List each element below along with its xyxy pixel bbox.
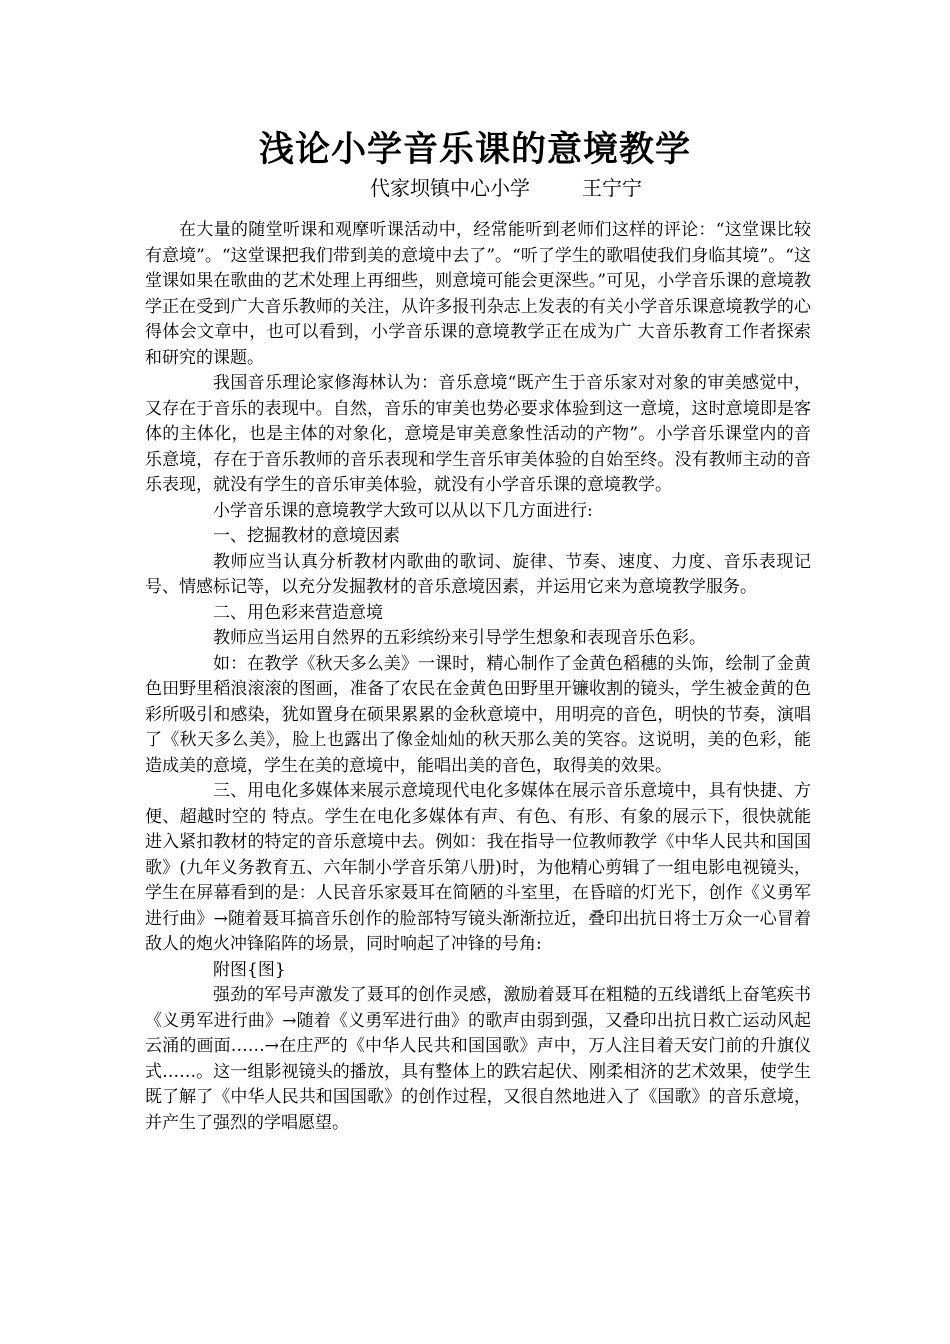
figure-placeholder: 附图{图} <box>213 959 286 980</box>
byline <box>370 174 642 202</box>
section-heading: 一、挖掘教材的意境因素 <box>213 526 400 546</box>
author-name: 王宁宁 <box>582 176 642 200</box>
paragraph: 教师应当运用自然界的五彩缤纷来引导学生想象和表现音乐色彩。 <box>213 628 706 648</box>
paragraph: 我国音乐理论家修海林认为：音乐意境“既产生于音乐家对对象的审美感觉中，又存在于音乐的表现中。自然，音乐的审美也势必要求体验到这一意境，这时意境即是客体的主体化，也是主体的对象化，意境是审美意象性活动的产物”。小学音乐课堂内的音乐意境，存在于音乐教师的音乐表现和学生音乐审美体验的自始至终。没有教师主动的音乐表现，就没有学生的音乐审美体验，就没有小学音乐课的意境教学。 <box>145 373 811 495</box>
section-heading: 二、用色彩来营造意境 <box>213 602 383 623</box>
school-name: 代家坝镇中心小学 <box>370 176 530 200</box>
paragraph: 强劲的军号声激发了聂耳的创作灵感，激励着聂耳在粗糙的五线谱纸上奋笔疾书《义勇军进行曲》→随着《义勇军进行曲》的歌声由弱到强，又叠印出抗日救亡运动风起云涌的画面……→在庄严的《中华人民共和国国歌》声中，万人注目着天安门前的升旗仪式……。这一组影视镜头的播放，具有整体上的跌宕起伏、刚柔相济的艺术效果，使学生既了解了《中华人民共和国国歌》的创作过程，又很自然地进入了《国歌》的音乐意境，并产生了强烈的学唱愿望。 <box>145 985 811 1133</box>
paragraph: 在大量的随堂听课和观摩听课活动中，经常能听到老师们这样的评论：“这堂课比较有意境”。“这堂课把我们带到美的意境中去了”。“听了学生的歌唱使我们身临其境”。“这堂课如果在歌曲的艺术处理上再细些，则意境可能会更深些。”可见，小学音乐课的意境教学正在受到广大音乐教师的关注，从许多报刊杂志上发表的有关小学音乐课意境教学的心得体会文章中，也可以看到，小学音乐课的意境教学正在成为广 大音乐教育工作者探索和研究的课题。 <box>145 220 811 368</box>
document-body <box>145 218 811 1136</box>
paragraph: 如：在教学《秋天多么美》一课时，精心制作了金黄色稻穗的头饰，绘制了金黄色田野里稻浪滚滚的图画，准备了农民在金黄色田野里开镰收割的镜头，学生被金黄的色彩所吸引和感染，犹如置身在硕果累累的金秋意境中，用明亮的音色，明快的节奏，演唱了《秋天多么美》，脸上也露出了像金灿灿的秋天那么美的笑容。这说明，美的色彩，能造成美的意境，学生在美的意境中，能唱出美的音色，取得美的效果。 <box>145 653 811 776</box>
paragraph: 三、用电化多媒体来展示意境现代电化多媒体在展示音乐意境中，具有快捷、方便、超越时空的 特点。学生在电化多媒体有声、有色、有形、有象的展示下，很快就能进入紧扣教材的特定的音乐意境中去。例如：我在指导一位教师教学《中华人民共和国国歌》(九年义务教育五、六年制小学音乐第八册)时，为他精心剪辑了一组电影电视镜头，学生在屏幕看到的是：人民音乐家聂耳在简陋的斗室里，在昏暗的灯光下，创作《义勇军进行曲》→随着聂耳搞音乐创作的脸部特写镜头渐渐拉近，叠印出抗日将士万众一心冒着敌人的炮火冲锋陷阵的场景，同时响起了冲锋的号角: <box>145 781 811 954</box>
document-title: 浅论小学音乐课的意境教学 <box>258 130 691 170</box>
paragraph: 教师应当认真分析教材内歌曲的歌词、旋律、节奏、速度、力度、音乐表现记号、情感标记等，以充分发掘教材的音乐意境因素，并运用它来为意境教学服务。 <box>145 551 811 597</box>
paragraph: 小学音乐课的意境教学大致可以从以下几方面进行: <box>213 500 593 521</box>
